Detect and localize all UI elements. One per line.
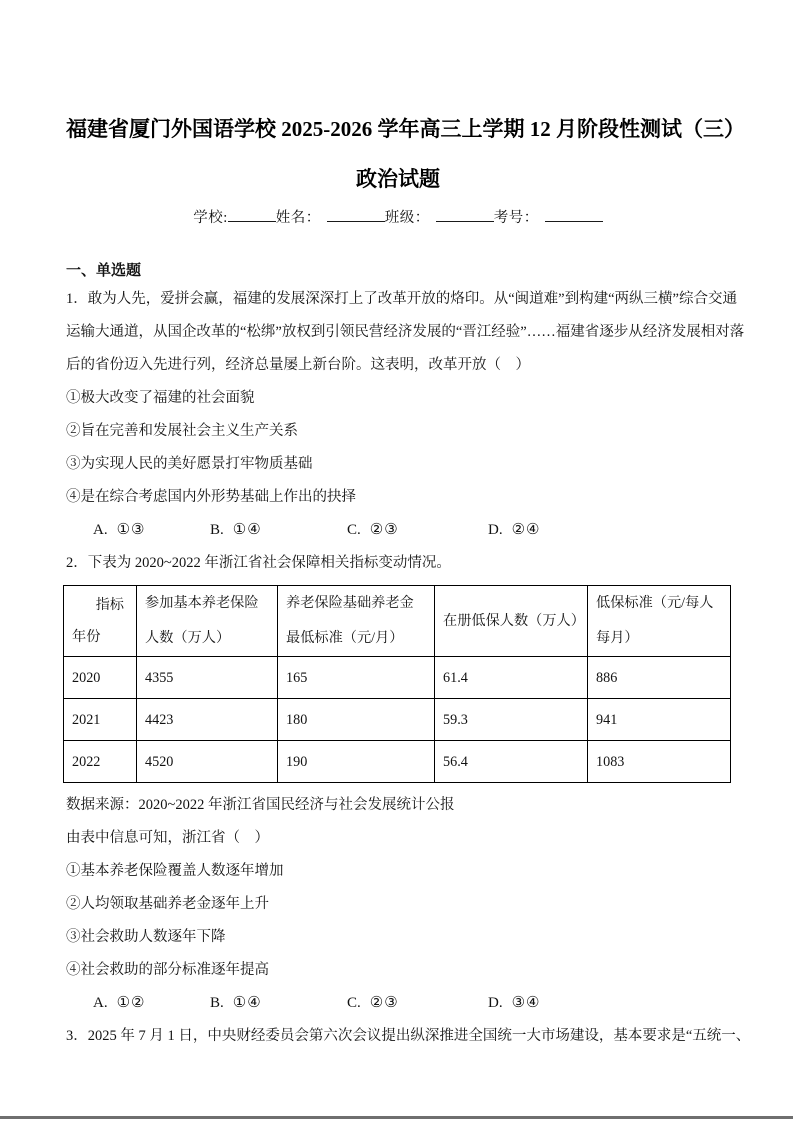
- q1-choice-row: [66, 514, 730, 547]
- section-heading: 一、单选题: [66, 263, 142, 279]
- q1-choice-b: B. ①④: [210, 522, 262, 538]
- q1-choice-d: D. ②④: [488, 522, 541, 538]
- q2-choice-a: A. ①②: [93, 995, 146, 1011]
- page-content: [66, 0, 751, 1053]
- q2-table-header: 低保标准（元/每人每月）: [588, 586, 731, 657]
- q2-prompt: 由表中信息可知，浙江省（ ）: [66, 830, 269, 846]
- q2-table-row-2022: [64, 741, 731, 783]
- table-cell: 4423: [137, 699, 278, 741]
- q1-option-1: ①极大改变了福建的社会面貌: [66, 390, 255, 406]
- table-cell: 2022: [64, 741, 137, 783]
- table-cell: 165: [278, 657, 435, 699]
- corner-label-year: 年份: [72, 629, 101, 645]
- table-cell: 4520: [137, 741, 278, 783]
- q2-choice-row: [66, 987, 730, 1020]
- name-label: 姓名：: [275, 210, 321, 226]
- class-blank: [436, 206, 494, 222]
- table-cell: 4355: [137, 657, 278, 699]
- table-cell: 941: [588, 699, 731, 741]
- q2-intro: 2．下表为 2020~2022 年浙江省社会保障相关指标变动情况。: [66, 555, 451, 571]
- table-cell: 190: [278, 741, 435, 783]
- q2-data-table: [63, 585, 731, 783]
- table-cell: 56.4: [435, 741, 588, 783]
- q1-option-4: ④是在综合考虑国内外形势基础上作出的抉择: [66, 489, 356, 505]
- q2-option-4: ④社会救助的部分标准逐年提高: [66, 962, 269, 978]
- q2-choice-c: C. ②③: [347, 995, 399, 1011]
- q1-choice-a: A. ①③: [93, 522, 146, 538]
- question-1: [66, 283, 745, 547]
- q2-table-corner-cell: [64, 586, 137, 657]
- exam-no-blank: [545, 206, 603, 222]
- q3-text-line: 3．2025 年 7 月 1 日，中央财经委员会第六次会议提出纵深推进全国统一大市场建设，基本要求是“五统一、: [66, 1028, 751, 1044]
- table-cell: 2020: [64, 657, 137, 699]
- name-blank: [327, 206, 385, 222]
- table-cell: 2021: [64, 699, 137, 741]
- q2-option-2: ②人均领取基础养老金逐年上升: [66, 896, 269, 912]
- q2-table-header-row: [64, 586, 731, 657]
- class-label: 班级：: [384, 210, 430, 226]
- table-cell: 886: [588, 657, 731, 699]
- q1-option-3: ③为实现人民的美好愿景打牢物质基础: [66, 456, 313, 472]
- q2-table-row-2020: [64, 657, 731, 699]
- table-cell: 180: [278, 699, 435, 741]
- page-bottom-edge: [0, 1116, 793, 1119]
- q1-text-line: 1．敢为人先，爱拼会赢，福建的发展深深打上了改革开放的烙印。从“闽道难”到构建“两纵三横”综合交通: [66, 291, 737, 307]
- exam-no-label: 考号：: [493, 210, 539, 226]
- question-3: [66, 1020, 751, 1053]
- q2-choice-b: B. ①④: [210, 995, 262, 1011]
- question-2: [66, 547, 730, 1020]
- table-cell: 1083: [588, 741, 731, 783]
- exam-title-line2: 政治试题: [356, 167, 440, 191]
- exam-title-line1: 福建省厦门外国语学校 2025-2026 学年高三上学期 12 月阶段性测试（三）: [66, 117, 745, 141]
- q1-option-2: ②旨在完善和发展社会主义生产关系: [66, 423, 298, 439]
- q2-option-3: ③社会救助人数逐年下降: [66, 929, 226, 945]
- school-blank: [228, 206, 276, 222]
- corner-label-indicator: 指标: [95, 597, 124, 613]
- table-cell: 59.3: [435, 699, 588, 741]
- q1-text-line: 后的省份迈入先进行列，经济总量屡上新台阶。这表明，改革开放（ ）: [66, 357, 530, 373]
- student-info-line: [66, 206, 730, 229]
- q2-table-row-2021: [64, 699, 731, 741]
- q1-text-line: 运输大通道，从国企改革的“松绑”放权到引领民营经济发展的“晋江经验”……福建省逐步从经济发展相对落: [66, 324, 745, 340]
- table-cell: 61.4: [435, 657, 588, 699]
- q2-table-header: 参加基本养老保险人数（万人）: [137, 586, 278, 657]
- q2-table-header: 养老保险基础养老金最低标准（元/月）: [278, 586, 435, 657]
- q1-choice-c: C. ②③: [347, 522, 399, 538]
- q2-choice-d: D. ③④: [488, 995, 541, 1011]
- q2-data-source: 数据来源：2020~2022 年浙江省国民经济与社会发展统计公报: [66, 797, 455, 813]
- school-label: 学校:: [193, 210, 228, 226]
- q2-table-header: 在册低保人数（万人）: [435, 586, 588, 657]
- q2-option-1: ①基本养老保险覆盖人数逐年增加: [66, 863, 284, 879]
